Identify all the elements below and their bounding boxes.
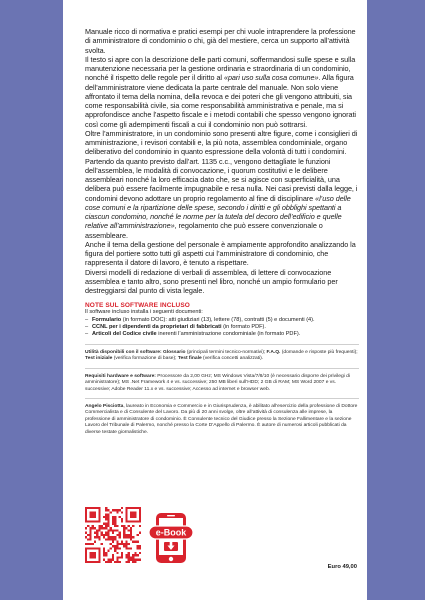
paragraph-text: Il testo si apre con la descrizione delle parti comuni, soffermandosi sulle spese e sulla manutenzione necessaria per la gestione ordinaria e straordinaria di un condominio, nonché il rispetto delle regole per il diritto al xyxy=(85,54,356,83)
ebook-icon xyxy=(147,511,195,569)
paragraph-text: . Alla figura dell’amministratore viene dedicata la parte centrale del manuale. Non solo viene affrontato il tema della nomina, della revoca e dei poteri che gli vengono attribuiti, sia come responsabilità civile, sia come responsabilità amministrativa e penale, ma si approfondisce anche l’aspetto fiscale e i metodi contabili che spesso vengono ignorati così come gli adempimenti fiscali a cui il condominio non può sottrarsi. xyxy=(85,73,356,129)
body-paragraph xyxy=(85,129,359,240)
software-note-item: – Formulario (in formato DOC): atti giudiziari (13), lettere (78), contratti (5) e documenti (4). xyxy=(85,317,359,324)
paragraph-text: Anche il tema della gestione del personale è ampiamente approfondito analizzando la figura del portiere sotto tutti gli aspetti cui l’amministratore di condominio, che rappresenta il datore di lavoro, è tenuto a rispettare. xyxy=(85,239,356,268)
body-paragraph xyxy=(85,240,359,268)
body-paragraph xyxy=(85,268,359,296)
description-body xyxy=(85,27,359,295)
qr-code-icon[interactable] xyxy=(85,507,141,563)
paragraph-text: Oltre l’amministratore, in un condominio sono presenti altre figure, come i consiglieri di amministrazione, i revisori contabili e, la più nota, assemblea condominiale, organo deliberativo del condominio in quanto espressione della volontà di tutti i condomini. Partendo da quanto previsto dall’art. 1135 c.c., vengono dettagliate le funzioni dell’assemblea, le modalità di convocazione, i quorum costitutivi e le delibere assembleari nonché la loro efficacia dato che, se si agisce con superficialità, una delibera può essere facilmente impugnabile e resa nulla. Nei casi previsti dalla legge, i condomini devono adottare un proprio regolamento al fine di disciplinare xyxy=(85,128,358,203)
divider xyxy=(85,344,359,345)
ebook-label: e-Book xyxy=(155,527,187,538)
body-paragraph xyxy=(85,55,359,129)
divider xyxy=(85,398,359,399)
software-notes-intro: Il software incluso installa i seguenti documenti: xyxy=(85,309,203,316)
software-note-item: – Articoli del Codice civile inerenti l’amministrazione condominiale (in formato PDF). xyxy=(85,331,359,338)
quoted-text: «pari uso sulla cosa comune» xyxy=(223,73,319,83)
divider xyxy=(85,368,359,369)
requirements-text: Requisiti hardware e software: Processore da 2,00 GHz; MS Windows Vista/7/8/10 (è necessario disporre dei privilegi di amministratore); MS .Net Framework 4 e vs. successive; 250 MB liberi sull’HDD; 2 GB di RAM; MS Word 2007 e vs. successive; Adobe Reader 11.x e vs. successive; Accesso ad internet e browser web. xyxy=(85,373,350,392)
price: Euro 49,00 xyxy=(327,564,357,570)
paragraph-text: Diversi modelli di redazione di verbali di assemblea, di lettere di convocazione assemblea e tanto altro, sono presenti nel libro, nonché un ampio formulario per destreggiarsi dal punto di vista legale. xyxy=(85,267,338,295)
utilities-text: Utilità disponibili con il software: Glossario (principali termini tecnico-normativi); F.A.Q. (domande e risposte più frequenti); Test iniziale (verifica formazione di base); Test finale (verifica concetti analizzati). xyxy=(85,349,358,362)
quoted-text: «l’uso delle cose comuni e la ripartizione delle spese, secondo i diritti e gli obblighi spettanti a ciascun condomino, nonché le norme per la tutela del decoro dell’edificio e quelle relative all’amministrazione» xyxy=(85,193,351,231)
software-notes-list xyxy=(85,317,359,339)
bottom-area xyxy=(85,507,359,585)
software-notes-title: NOTE SUL SOFTWARE INCLUSO xyxy=(85,302,190,310)
author-bio: Angelo Pisciotta, laureato in Economia e Commercio e in Giurisprudenza, è abilitato all’esercizio della professione di Dottore Commercialista e di Consulente del Lavoro. Da più di 20 anni svolge, oltre all’attività di consulenza alle imprese, la professione di amministratore di condominio. È Consulente tecnico del Giudice presso la Sezione Fallimentare e la sezione Lavoro del Tribunale di Palermo, nonché presso la Corte D’Appello di Palermo. È autore di numerosi articoli pubblicati da diverse testate giornalistiche. xyxy=(85,403,358,435)
software-note-item: – CCNL per i dipendenti da proprietari di fabbricati (in formato PDF). xyxy=(85,324,359,331)
paragraph-text: , regolamento che può essere convenzionale o assembleare. xyxy=(85,221,323,240)
paragraph-text: Manuale ricco di normativa e pratici esempi per chi vuole intraprendere la professione di amministratore di condominio o chi, già del mestiere, cerca un supporto all’attività svolta. xyxy=(85,27,356,55)
body-paragraph xyxy=(85,27,359,55)
